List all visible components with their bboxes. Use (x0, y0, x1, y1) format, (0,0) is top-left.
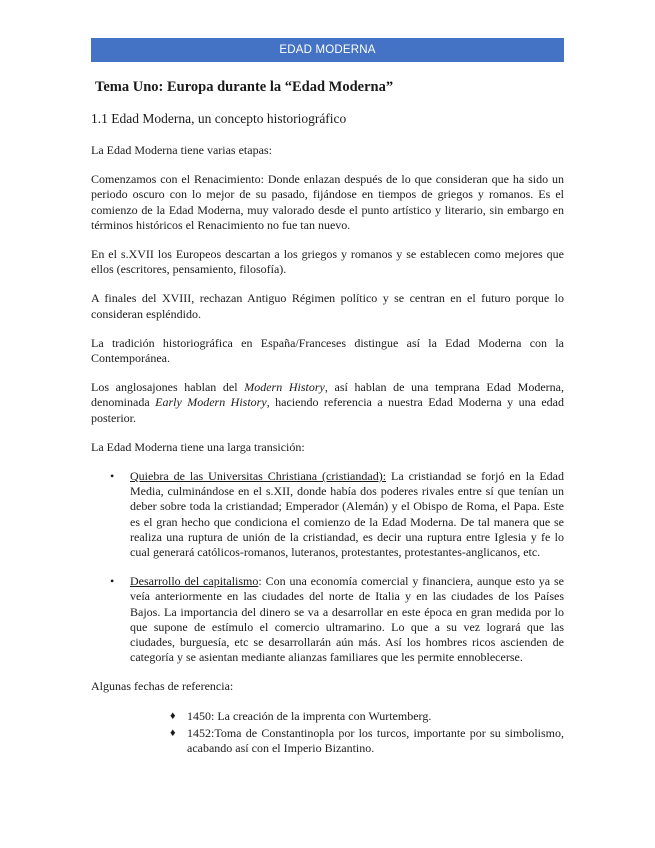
paragraph-transicion: La Edad Moderna tiene una larga transición: (91, 439, 305, 454)
bullet-icon: • (110, 574, 115, 589)
bullet-icon: • (110, 469, 115, 484)
paragraph-anglosajones (91, 380, 564, 426)
list-item-term: Quiebra de las Universitas Christiana (cristiandad): (130, 469, 387, 484)
transition-list (91, 469, 564, 665)
paragraph-s-xvii: En el s.XVII los Europeos descartan a los griegos y romanos y se establecen como mejores que ellos (escritores, pensamiento, filosofía). (91, 247, 564, 277)
paragraph-renacimiento: Comenzamos con el Renacimiento: Donde enlazan después de lo que consideran que ha sido un periodo oscuro con lo mejor de su pasado, fijándose en tiempos de griegos y romanos. Es el comienzo de la Edad Moderna, muy valorado desde el punto artístico y literario, sin embargo en términos históricos el Renacimiento no fue tan nuevo. (91, 172, 564, 232)
date-item-text: 1452:Toma de Constantinopla por los turcos, importante por su simbolismo, acabando así con el Imperio Bizantino. (187, 725, 564, 756)
list-item-text: La cristiandad se forjó en la Edad Media, culminándose en el s.XII, donde había dos poderes rivales entre sí que tenían un deber sobre toda la cristiandad; Emperador (Alemán) y el Obispo de Roma, el Papa. Este es el gran hecho que condiciona el comienzo de la Edad Moderna. De tal manera que se realiza una ruptura de unión de la cristiandad, es decir una ruptura entre Iglesia y fe lo cual generará católicos-romanos, luteranos, protestantes, protestantes-anglicanos, etc. (130, 469, 564, 560)
list-item (110, 574, 564, 665)
list-item (110, 469, 564, 560)
header-bar (91, 38, 564, 62)
document-body (91, 78, 564, 758)
text-run: , haciendo referencia a nuestra Edad Moderna y una edad posterior. (91, 395, 564, 425)
paragraph-s-xviii: A finales del XVIII, rechazan Antiguo Régimen político y se centran en el futuro porque lo consideran espléndido. (91, 291, 564, 321)
section-title: 1.1 Edad Moderna, un concepto historiográfico (91, 111, 347, 126)
italic-term-modern-history: Modern History (244, 380, 325, 395)
header-title: EDAD MODERNA (279, 44, 376, 56)
paragraph-tradicion: La tradición historiográfica en España/Franceses distingue así la Edad Moderna con la Contemporánea. (91, 335, 564, 366)
italic-term-early-modern-history: Early Modern History (155, 395, 267, 410)
paragraph-intro: La Edad Moderna tiene varias etapas: (91, 143, 272, 157)
date-item-text: 1450: La creación de la imprenta con Wurtemberg. (187, 708, 432, 723)
diamond-bullet-icon: ♦ (170, 726, 176, 739)
list-item-text: : Con una economía comercial y financiera, aunque esto ya se veía anteriormente en las ciudades del norte de Italia y en las ciudades de los Países Bajos. La importancia del dinero se va a desarrollar en este época en gran medida por lo que supone de estímulo el comercio ultramarino. Lo que a su vez logrará que las ciudades, burguesía, etc se desarrollarán aún más. Así los hombres ricos ascienden de categoría y se asientan mediante alianzas familiares que les permite ennoblecerse. (130, 574, 564, 665)
text-run: , así hablan de una temprana Edad Moderna, denominada (91, 380, 564, 410)
date-item (170, 708, 564, 724)
paragraph-fechas: Algunas fechas de referencia: (91, 679, 234, 694)
dates-list (91, 709, 564, 757)
text-run: Los anglosajones hablan del (91, 380, 245, 395)
document-title: Tema Uno: Europa durante la “Edad Moderna” (95, 79, 394, 95)
date-item (170, 725, 564, 756)
diamond-bullet-icon: ♦ (170, 709, 176, 722)
list-item-term: Desarrollo del capitalismo (130, 574, 259, 589)
